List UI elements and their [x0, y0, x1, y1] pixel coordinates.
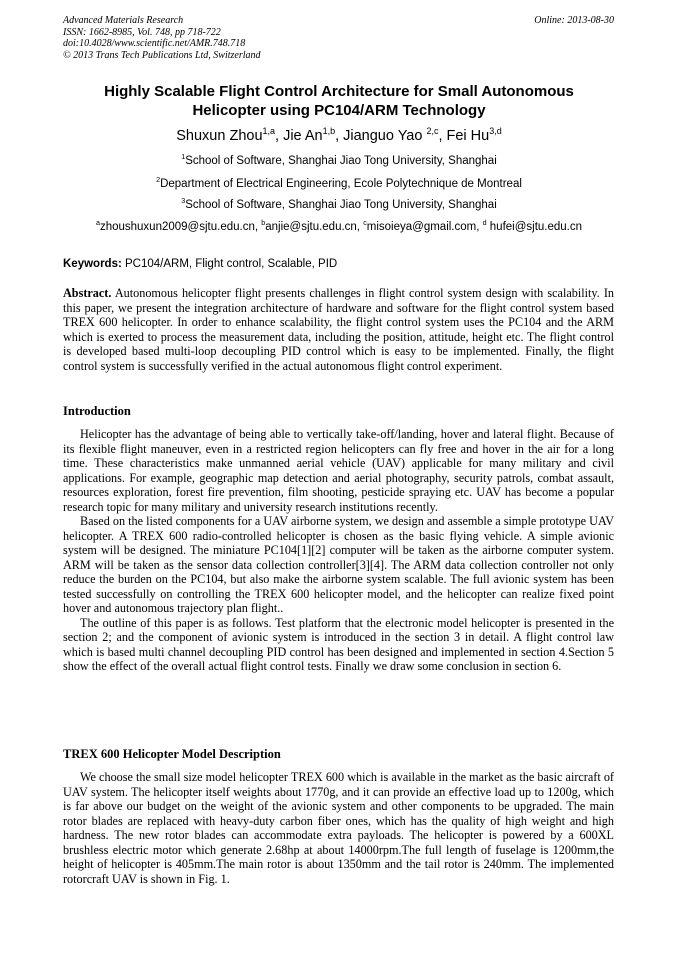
- abstract: [63, 286, 614, 373]
- email-sup: b: [261, 219, 266, 228]
- copyright-line: © 2013 Trans Tech Publications Ltd, Switzerland: [63, 49, 261, 61]
- author-list: [60, 127, 618, 145]
- keywords-label: Keywords:: [63, 258, 122, 270]
- email-list: [40, 220, 638, 234]
- author-separator: ,: [335, 128, 344, 144]
- email-text: zhoushuxun2009@sjtu.edu.cn,: [99, 221, 262, 233]
- abstract-label: Abstract.: [63, 286, 112, 300]
- author-separator: ,: [438, 128, 447, 144]
- paper-title: [60, 82, 618, 120]
- author-sup: 1,a: [262, 126, 276, 137]
- affiliation-sup: 1: [181, 153, 186, 162]
- journal-info: [63, 15, 261, 61]
- author-name: Jianguo Yao: [343, 128, 427, 144]
- author-name: Fei Hu: [446, 128, 490, 144]
- doi-line: doi:10.4028/www.scientific.net/AMR.748.718: [63, 38, 246, 49]
- email-sup: c: [363, 219, 367, 228]
- author-sup: 3,d: [489, 126, 502, 137]
- section-body: [63, 770, 614, 886]
- affiliation-3: [40, 198, 638, 212]
- affiliation-sup: 2: [156, 176, 161, 185]
- email-text: misoieya@gmail.com,: [366, 221, 483, 233]
- introduction-body: [63, 427, 614, 674]
- online-date: Online: 2013-08-30: [534, 15, 614, 26]
- paragraph: The outline of this paper is as follows. Test platform that the electronic model helicopter is presented in the section 2; and the component of avionic system is introduced in the section 3 in detail. A flight control law which is based multi channel decoupling PID control has been designed and implemented in section 4.Section 5 show the effect of the overall actual flight control tests. Finally we draw some conclusion in section 6.: [63, 615, 614, 673]
- author-separator: ,: [275, 128, 284, 144]
- affiliation-2: [40, 177, 638, 191]
- email-sup: a: [95, 219, 100, 228]
- email-text: anjie@sjtu.edu.cn,: [265, 221, 364, 233]
- paragraph: We choose the small size model helicopter TREX 600 which is available in the market as the basic aircraft of UAV system. The helicopter itself weights about 1770g, and it can provide an effective load up to 1200g, which is far above our budget on the weight of the avionic system and other components to be upgraded. The main rotor blades are replaced with heavy-duty carbon fiber ones, which has the quality of high weight and high hardness. The new rotor blades can accommodate extra payloads. The helicopter is powered by a 600XL brushless electric motor which generate 2.68hp at about 14000rpm.The full length of fuselage is 1200mm,the height of helicopter is 405mm.The main rotor is about 1350mm and the tail rotor is 240mm. The implemented rotorcraft UAV is shown in Fig. 1.: [63, 770, 614, 886]
- issn-line: ISSN: 1662-8985, Vol. 748, pp 718-722: [63, 26, 221, 38]
- affiliation-sup: 3: [181, 197, 186, 206]
- section-heading: TREX 600 Helicopter Model Description: [63, 747, 281, 761]
- author-name: Jie An: [283, 128, 323, 144]
- paragraph: Helicopter has the advantage of being able to vertically take-off/landing, hover and lateral flight. Because of its flexible flight maneuver, even in a restricted region helicopters can fly free and hover in the air for a long time. These characteristics make unmanned aerial vehicle (UAV) applicable for many military and civil applications. For example, geographic map detection and aerial photography, security patrols, combat assault, resources exploration, forest fire prevention, film shooting, pesticide spraying etc. UAV has become a popular research topic for many military and university research institutions recently.: [63, 427, 614, 514]
- introduction-heading: Introduction: [63, 404, 131, 418]
- affiliation-1: [40, 154, 638, 168]
- keywords: [63, 257, 615, 271]
- abstract-text: Autonomous helicopter flight presents challenges in flight control system design with scalability. In this paper, we present the integration architecture of hardware and software for the flight control system based TREX 600 helicopter. In order to enhance scalability, the flight control system uses the PC104 and the ARM which is exerted to process the measurement data, including the position, attitude, height etc. The flight control is developed based multi-loop decoupling PID control which is easy to be implemented. Finally, the flight control system is successfully verified in the actual autonomous flight control experiment.: [63, 286, 614, 373]
- author-sup: 1,b: [322, 126, 336, 137]
- author-sup: 2,c: [426, 126, 439, 137]
- email-text: hufei@sjtu.edu.cn: [486, 221, 583, 233]
- affiliation-text: School of Software, Shanghai Jiao Tong University, Shanghai: [185, 155, 497, 167]
- paragraph: Based on the listed components for a UAV airborne system, we design and assemble a simple prototype UAV helicopter. A TREX 600 radio-controlled helicopter is chosen as the basic flying vehicle. A simple avionic system will be designed. The miniature PC104[1][2] computer will be taken as the airborne computer system. ARM will be taken as the sensor data collection controller[3][4]. The ARM data collection controller not only reduce the burden on the PC104, but also make the airborne system scalable. The full avionic system has been tested successfully on controlling the TREX 600 helicopter model, and the helicopter can realize fixed point hover and autonomous trajectory plan flight..: [63, 514, 614, 615]
- affiliation-text: School of Software, Shanghai Jiao Tong University, Shanghai: [185, 199, 497, 211]
- journal-name: Advanced Materials Research: [63, 15, 184, 26]
- email-sup: d: [482, 219, 487, 228]
- author-name: Shuxun Zhou: [176, 128, 263, 144]
- keywords-text: PC104/ARM, Flight control, Scalable, PID: [121, 258, 338, 270]
- title-line-1: Highly Scalable Flight Control Architecture for Small Autonomous: [104, 83, 574, 100]
- affiliation-text: Department of Electrical Engineering, Ecole Polytechnique de Montreal: [160, 178, 522, 190]
- title-line-2: Helicopter using PC104/ARM Technology: [192, 102, 486, 119]
